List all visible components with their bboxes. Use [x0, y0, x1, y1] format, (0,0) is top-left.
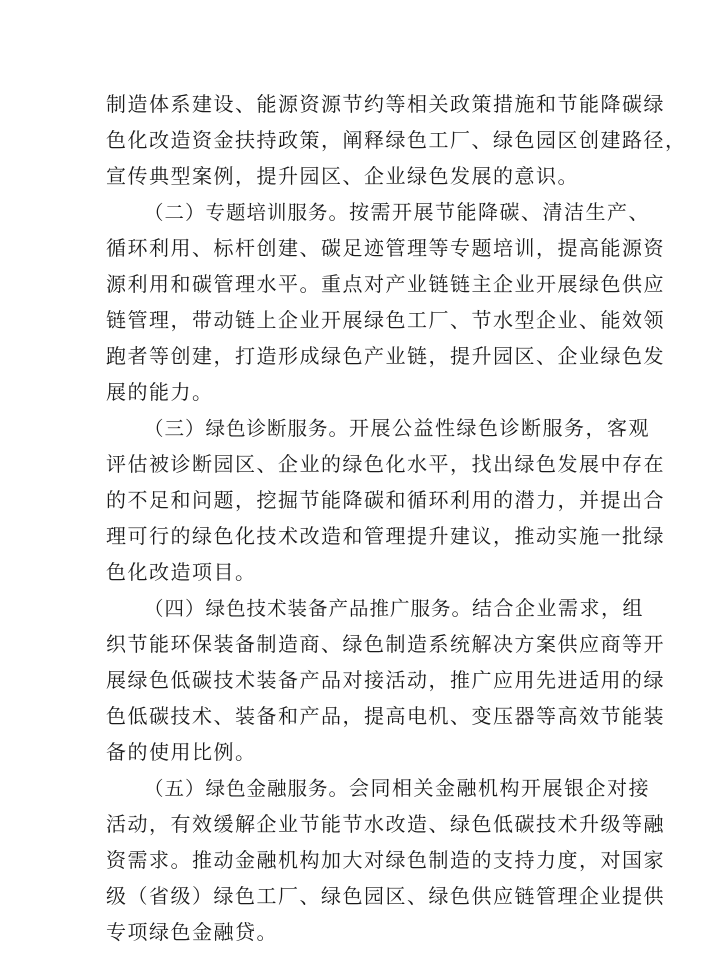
text-line — [106, 266, 665, 302]
section-heading-2: （二）专题培训服务。 — [144, 201, 350, 224]
body-text: 织节能环保装备制造商、绿色制造系统解决方案供应商等开 — [106, 632, 665, 656]
body-text: 的不足和问题，挖掘节能降碳和循环利用的潜力，并提出合 — [106, 488, 665, 512]
text-line — [106, 302, 665, 338]
text-line — [106, 518, 665, 554]
body-text: 评估被诊断园区、企业的绿色化水平，找出绿色发展中存在 — [106, 452, 665, 476]
text-line — [106, 734, 257, 770]
body-text: 色化改造项目。 — [106, 560, 257, 584]
text-line — [106, 626, 665, 662]
text-line — [106, 914, 278, 950]
body-text: 制造体系建设、能源资源节约等相关政策措施和节能降碳绿 — [106, 92, 665, 116]
paragraph-line-heading — [144, 770, 650, 806]
text-line — [106, 878, 665, 914]
text-line — [106, 842, 665, 878]
body-text: 链管理，带动链上企业开展绿色工厂、节水型企业、能效领 — [106, 308, 665, 332]
body-text: 按需开展节能降碳、清洁生产、 — [349, 200, 651, 224]
text-line — [106, 230, 665, 266]
body-text: 活动，有效缓解企业节能节水改造、绿色低碳技术升级等融 — [106, 812, 665, 836]
text-line — [106, 554, 257, 590]
body-text: 宣传典型案例，提升园区、企业绿色发展的意识。 — [106, 164, 579, 188]
body-text: 结合企业需求，组 — [472, 596, 645, 620]
text-line — [106, 662, 665, 698]
body-text: 源利用和碳管理水平。重点对产业链链主企业开展绿色供应 — [106, 272, 665, 296]
body-text: 色化改造资金扶持政策，阐释绿色工厂、绿色园区创建路径， — [106, 128, 687, 152]
body-text: 资需求。推动金融机构加大对绿色制造的支持力度，对国家 — [106, 848, 665, 872]
paragraph-line-heading — [144, 194, 650, 230]
section-heading-5: （五）绿色金融服务。 — [144, 777, 350, 800]
text-line — [106, 806, 665, 842]
text-line — [106, 374, 214, 410]
body-text: 循环利用、标杆创建、碳足迹管理等专题培训，提高能源资 — [106, 236, 665, 260]
body-text: 开展公益性绿色诊断服务，客观 — [349, 416, 651, 440]
body-text: 会同相关金融机构开展银企对接 — [349, 776, 651, 800]
body-text: 展绿色低碳技术装备产品对接活动，推广应用先进适用的绿 — [106, 668, 665, 692]
body-text: 理可行的绿色化技术改造和管理提升建议，推动实施一批绿 — [106, 524, 665, 548]
body-text: 专项绿色金融贷。 — [106, 920, 278, 944]
text-line — [106, 446, 665, 482]
paragraph-line-heading — [144, 590, 644, 626]
body-text: 展的能力。 — [106, 380, 214, 404]
body-text: 备的使用比例。 — [106, 740, 257, 764]
body-text: 级（省级）绿色工厂、绿色园区、绿色供应链管理企业提供 — [106, 884, 665, 908]
section-heading-4: （四）绿色技术装备产品推广服务。 — [144, 597, 473, 620]
section-heading-3: （三）绿色诊断服务。 — [144, 417, 350, 440]
text-line — [106, 482, 665, 518]
text-line — [106, 86, 665, 122]
text-line — [106, 338, 665, 374]
text-line — [106, 122, 687, 158]
text-line — [106, 158, 579, 194]
body-text: 色低碳技术、装备和产品，提高电机、变压器等高效节能装 — [106, 704, 665, 728]
paragraph-line-heading — [144, 410, 650, 446]
text-line — [106, 698, 665, 734]
body-text: 跑者等创建，打造形成绿色产业链，提升园区、企业绿色发 — [106, 344, 665, 368]
